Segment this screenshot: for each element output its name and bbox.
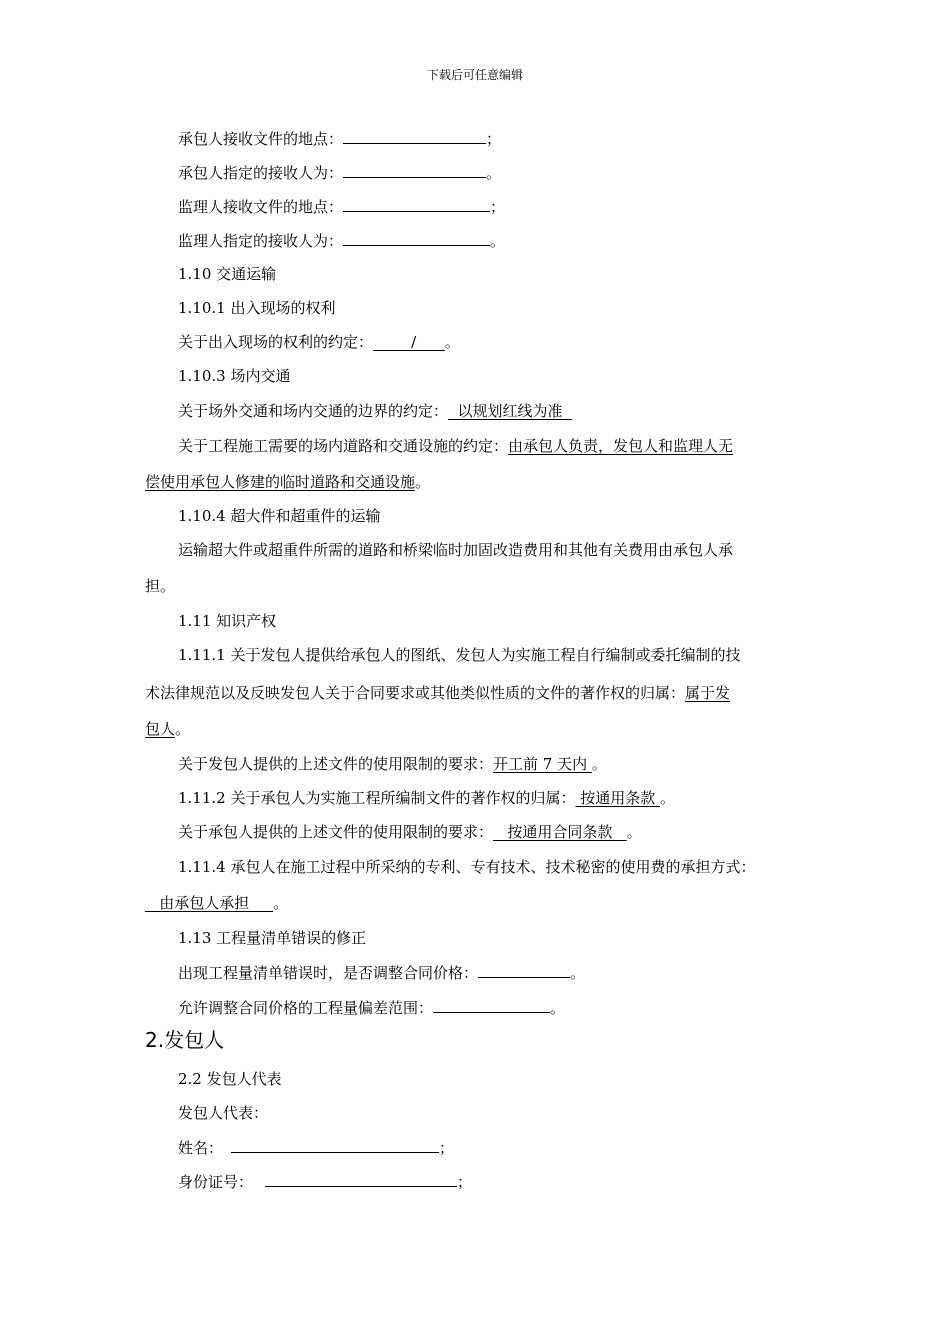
patent-fee-bearer [145,893,805,913]
section-1-10-3: 1.10.3 场内交通 [178,367,291,385]
oversize-transport-cont: 担。 [145,577,176,595]
section-2-2: 2.2 发包人代表 [178,1070,282,1088]
quantity-deviation [145,997,838,1018]
field-label: 身份证号： [178,1173,254,1191]
field-label: 承包人接收文件的地点： [178,130,344,148]
punct: 。 [490,232,506,250]
field-value: 由承包人承担 [145,894,274,912]
blank-field[interactable] [343,196,490,212]
field-value: 由承包人负责，发包人和监理人无 [508,437,734,455]
punct: 。 [591,755,607,773]
field-label: 关于工程施工需要的场内道路和交通设施的约定： [178,437,509,455]
price-adjust [145,962,838,983]
punct: 。 [660,789,676,807]
copyright-owner [145,683,805,703]
employer-doc-restriction [145,754,838,774]
field-value: / [373,333,445,351]
punct: 。 [570,964,586,982]
section-1-11-4: 1.11.4 承包人在施工过程中所采纳的专利、专有技术、技术秘密的使用费的承担方式： [178,858,756,876]
punct: ； [457,1173,473,1191]
field-value: 包人 [145,720,176,738]
field-label: 承包人指定的接收人为： [178,164,344,182]
supervisor-receiver [145,230,838,251]
field-value: 属于发 [685,684,731,702]
punct: 。 [273,894,289,912]
internal-roads-cont [145,472,805,492]
field-label: 关于承包人提供的上述文件的使用限制的要求： [178,823,494,841]
punct: ； [439,1139,455,1157]
punct: ； [486,130,502,148]
field-label: 姓名： [178,1139,224,1157]
contractor-receiver [145,162,838,183]
field-label: 关于发包人提供的上述文件的使用限制的要求： [178,755,494,773]
rep-id-number [145,1171,838,1192]
name-field[interactable] [231,1137,439,1153]
supervisor-receive-location [145,196,838,217]
punct: ； [490,198,506,216]
employer-rep: 发包人代表： [178,1104,269,1122]
page-header: 下载后可任意编辑 [426,68,523,82]
field-label: 术法律规范以及反映发包人关于合同要求或其他类似性质的文件的著作权的归属： [145,684,686,702]
field-value: 按通用合同条款 [493,823,627,841]
field-value: 开工前 7 天内 [493,755,592,773]
blank-field[interactable] [433,997,550,1013]
copyright-owner-cont [145,719,805,739]
section-1-10-1: 1.10.1 出入现场的权利 [178,299,336,317]
blank-field[interactable] [478,962,570,978]
blank-field[interactable] [343,230,490,246]
field-label: 关于出入现场的权利的约定： [178,333,374,351]
field-value: 偿使用承包人修建的临时道路和交通设施 [145,473,416,491]
section-1-10-4: 1.10.4 超大件和超重件的运输 [178,507,381,525]
punct: 。 [444,333,460,351]
punct: 。 [486,164,502,182]
internal-roads [145,436,838,456]
section-2-heading: 2.发包人 [145,1028,225,1052]
section-1-11: 1.11 知识产权 [178,612,277,630]
id-field[interactable] [265,1171,457,1187]
blank-field[interactable] [343,128,486,144]
punct: 。 [626,823,642,841]
punct: 。 [175,720,191,738]
field-label: 监理人指定的接收人为： [178,232,344,250]
contractor-doc-restriction [145,822,838,842]
oversize-transport: 运输超大件或超重件所需的道路和桥梁临时加固改造费用和其他有关费用由承包人承 [178,541,734,559]
blank-field[interactable] [343,162,486,178]
field-label: 监理人接收文件的地点： [178,198,344,216]
rep-name [145,1137,838,1158]
punct: 。 [415,473,431,491]
field-value: 以规划红线为准 [448,402,573,420]
field-label: 1.11.2 关于承包人为实施工程所编制文件的著作权的归属： [178,789,576,807]
section-1-13: 1.13 工程量清单错误的修正 [178,929,367,947]
field-label: 出现工程量清单错误时，是否调整合同价格： [178,964,479,982]
section-1-11-1: 1.11.1 关于发包人提供给承包人的图纸、发包人为实施工程自行编制或委托编制的技 [178,646,741,664]
field-label: 允许调整合同价格的工程量偏差范围： [178,999,434,1017]
field-value: 按通用条款 [575,789,661,807]
contractor-doc-copyright [145,788,838,808]
contractor-receive-location [145,128,838,149]
section-1-10: 1.10 交通运输 [178,265,277,283]
punct: 。 [550,999,566,1017]
site-access-rights [145,332,838,352]
traffic-boundary [145,401,838,421]
field-label: 关于场外交通和场内交通的边界的约定： [178,402,449,420]
